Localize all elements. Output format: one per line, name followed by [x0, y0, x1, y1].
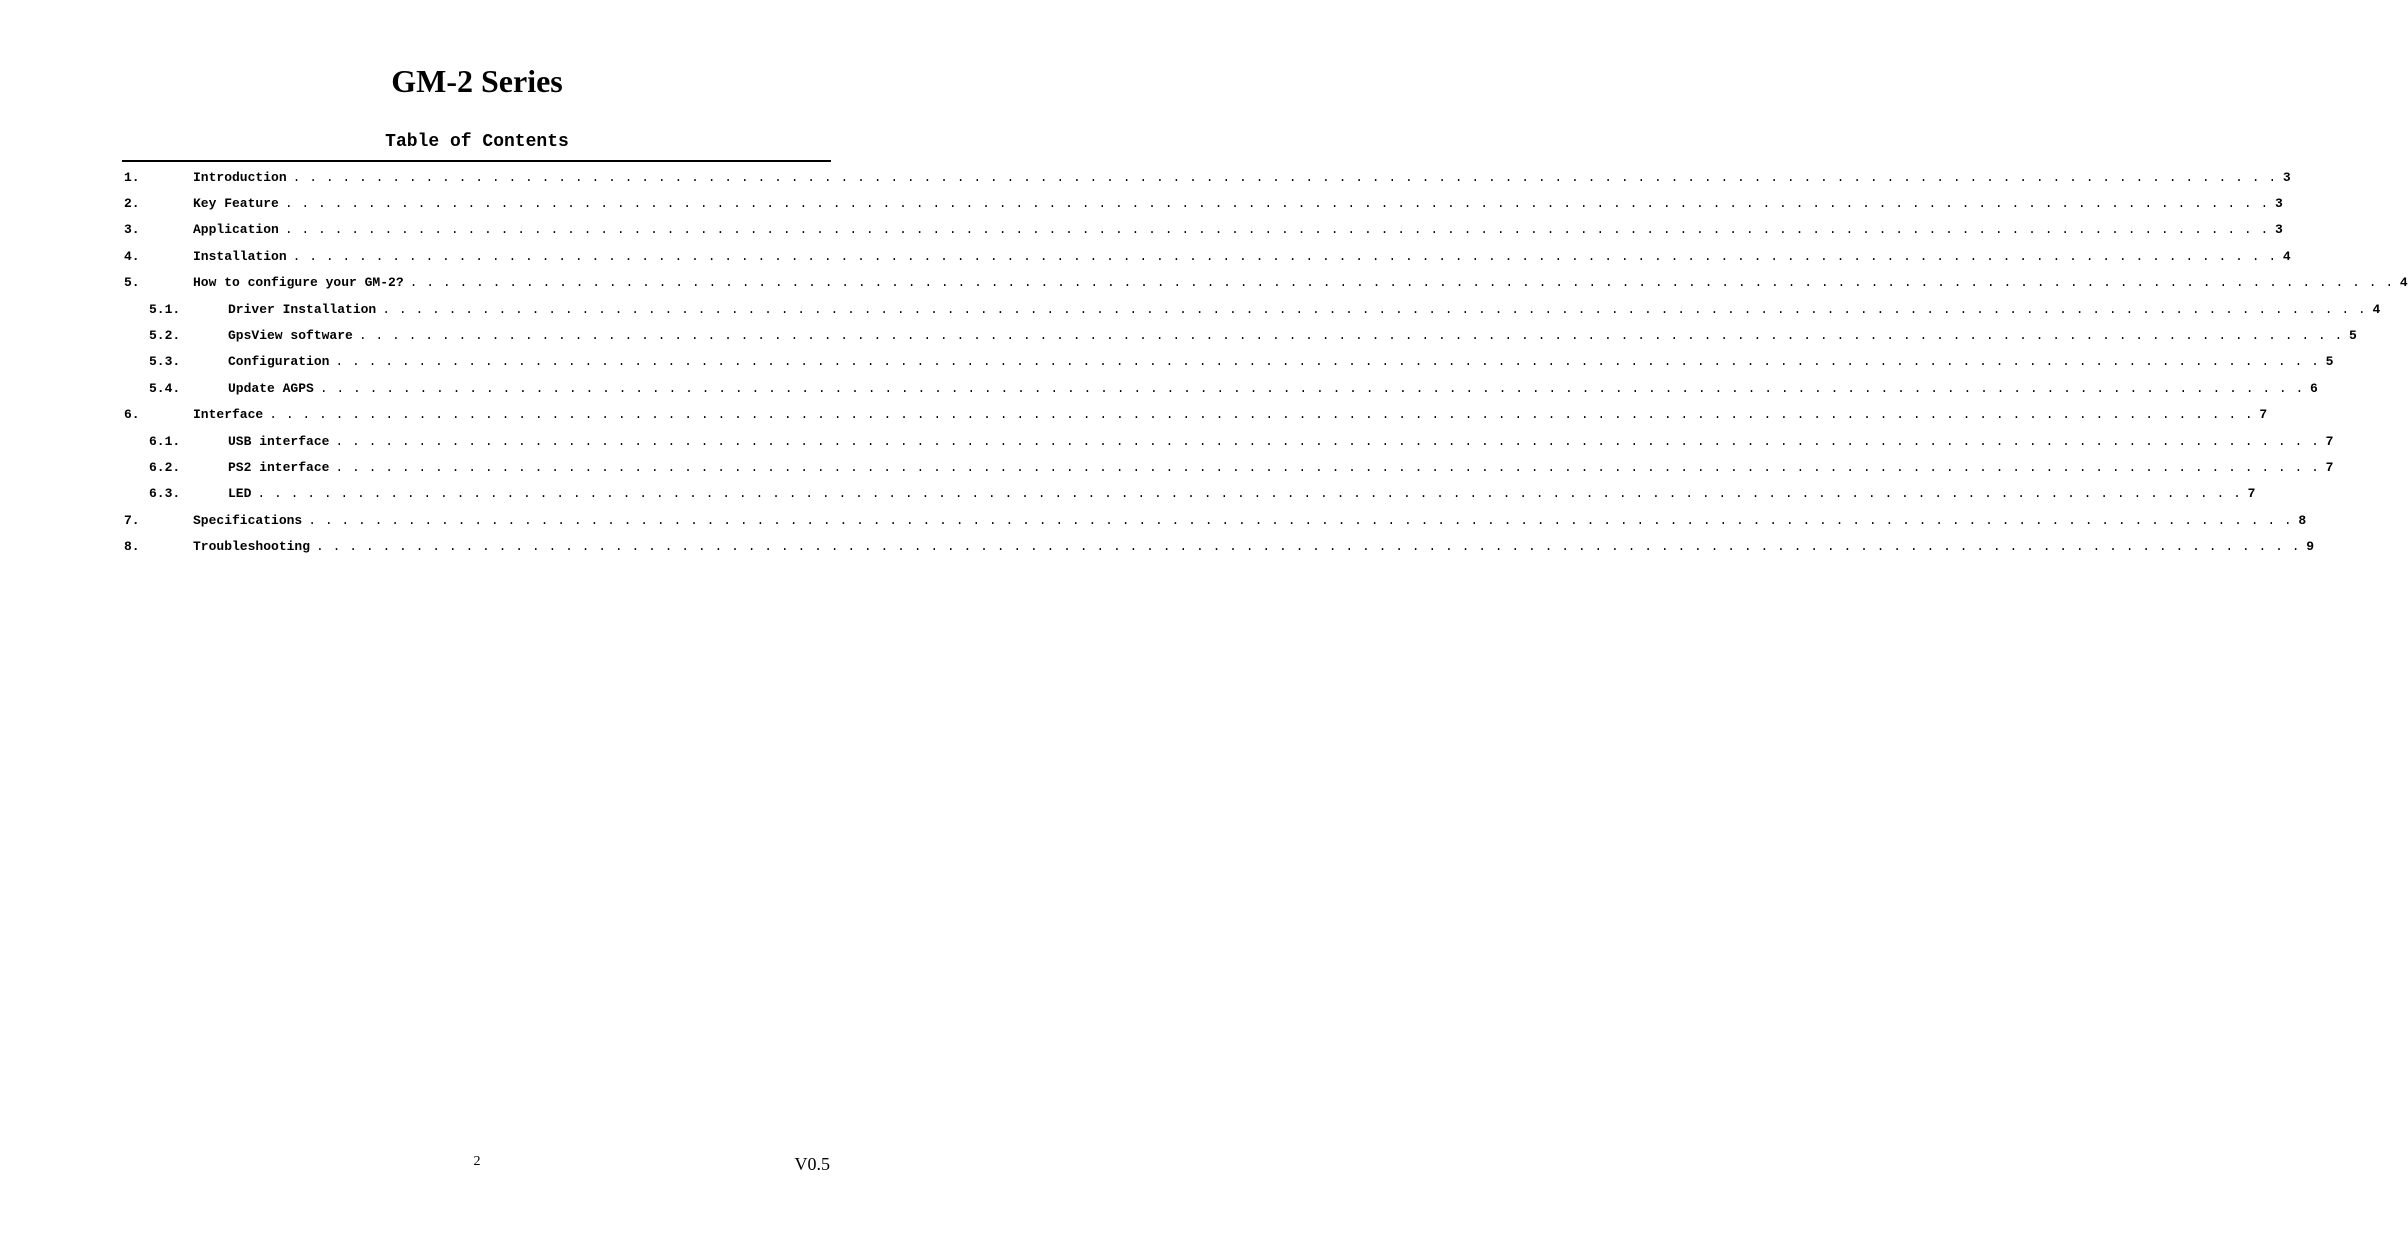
- page-number: 2: [473, 1154, 481, 1169]
- toc-entry-page: 7: [2325, 459, 2334, 475]
- toc-entry-led[interactable]: [122, 481, 2256, 507]
- toc-entry-page: 7: [2247, 486, 2256, 502]
- toc-entry-number: 1.: [124, 169, 140, 185]
- toc-dot-leader: . . . . . . . . . . . . . . . . . . . . . . . . . . . . . . . . . . . . . . . . . . . . . . . . . . . . . . . . . . . . . . . . . . . . . . . . . . . . . . . . . . . . . . . . . . . . . . . . . . . . . . . . . . . . . . . . . . . . . . . .: [335, 354, 2320, 370]
- toc-entry-title: GpsView software: [228, 328, 353, 344]
- toc-entry-page: 3: [2282, 169, 2291, 185]
- toc-entry-page: 7: [2259, 407, 2268, 423]
- toc-entry-title: Interface: [193, 407, 264, 423]
- toc-dot-leader: . . . . . . . . . . . . . . . . . . . . . . . . . . . . . . . . . . . . . . . . . . . . . . . . . . . . . . . . . . . . . . . . . . . . . . . . . . . . . . . . . . . . . . . . . . . . . . . . . . . . . . . . . . . . . . . . . . . . . . . .: [284, 196, 2269, 212]
- toc-entry-page: 4: [2282, 248, 2291, 264]
- toc-entry-application[interactable]: [122, 217, 2283, 243]
- toc-dot-leader: . . . . . . . . . . . . . . . . . . . . . . . . . . . . . . . . . . . . . . . . . . . . . . . . . . . . . . . . . . . . . . . . . . . . . . . . . . . . . . . . . . . . . . . . . . . . . . . . . . . . . . . . . . . . . . . . . . . . . . . .: [308, 512, 2293, 528]
- toc-entry-number: 5.2.: [149, 328, 181, 344]
- toc-entry-page: 4: [2372, 301, 2381, 317]
- toc-entry-title: Configuration: [228, 354, 330, 370]
- toc-entry-update-agps[interactable]: [122, 375, 2318, 401]
- toc-entry-page: 6: [2310, 380, 2318, 396]
- toc-entry-title: Troubleshooting: [193, 539, 311, 555]
- toc-dot-leader: . . . . . . . . . . . . . . . . . . . . . . . . . . . . . . . . . . . . . . . . . . . . . . . . . . . . . . . . . . . . . . . . . . . . . . . . . . . . . . . . . . . . . . . . . . . . . . . . . . . . . . . . . . . . . . . . . . . . . . . .: [257, 486, 2242, 502]
- toc-entry-page: 3: [2275, 196, 2283, 212]
- toc-entry-number: 5.3.: [149, 354, 181, 370]
- toc-entry-number: 6.3.: [149, 486, 181, 502]
- toc-entry-configuration[interactable]: [122, 349, 2334, 375]
- toc-entry-number: 6.1.: [149, 433, 181, 449]
- toc-heading: Table of Contents: [385, 132, 569, 152]
- toc-entry-title: Installation: [193, 248, 287, 264]
- toc-entry-number: 7.: [124, 512, 140, 528]
- toc-entry-number: 5.: [124, 275, 140, 291]
- toc-entry-specifications[interactable]: [122, 507, 2307, 533]
- toc-entry-title: LED: [228, 486, 252, 502]
- toc-entry-page: 4: [2399, 275, 2408, 291]
- toc-entry-number: 8.: [124, 539, 140, 555]
- toc-entry-number: 6.: [124, 407, 140, 423]
- toc-entry-page: 3: [2275, 222, 2283, 238]
- toc-dot-leader: . . . . . . . . . . . . . . . . . . . . . . . . . . . . . . . . . . . . . . . . . . . . . . . . . . . . . . . . . . . . . . . . . . . . . . . . . . . . . . . . . . . . . . . . . . . . . . . . . . . . . . . . . . . . . . . . . . . . . . . .: [292, 169, 2277, 185]
- toc-dot-leader: . . . . . . . . . . . . . . . . . . . . . . . . . . . . . . . . . . . . . . . . . . . . . . . . . . . . . . . . . . . . . . . . . . . . . . . . . . . . . . . . . . . . . . . . . . . . . . . . . . . . . . . . . . . . . . . . . . . . . . . .: [335, 459, 2320, 475]
- toc-dot-leader: . . . . . . . . . . . . . . . . . . . . . . . . . . . . . . . . . . . . . . . . . . . . . . . . . . . . . . . . . . . . . . . . . . . . . . . . . . . . . . . . . . . . . . . . . . . . . . . . . . . . . . . . . . . . . . . . . . . . . . . .: [409, 275, 2394, 291]
- toc-dot-leader: . . . . . . . . . . . . . . . . . . . . . . . . . . . . . . . . . . . . . . . . . . . . . . . . . . . . . . . . . . . . . . . . . . . . . . . . . . . . . . . . . . . . . . . . . . . . . . . . . . . . . . . . . . . . . . . . . . . . . . . .: [335, 433, 2320, 449]
- toc-entry-title: Specifications: [193, 512, 303, 528]
- toc-entry-title: USB interface: [228, 433, 330, 449]
- toc-entry-number: 5.4.: [149, 380, 181, 396]
- toc-entry-ps2-interface[interactable]: [122, 454, 2334, 480]
- toc-entry-introduction[interactable]: [122, 164, 2291, 190]
- toc-entry-title: Driver Installation: [228, 301, 377, 317]
- version-label: V0.5: [794, 1154, 830, 1174]
- toc-entry-title: Introduction: [193, 169, 287, 185]
- toc-dot-leader: . . . . . . . . . . . . . . . . . . . . . . . . . . . . . . . . . . . . . . . . . . . . . . . . . . . . . . . . . . . . . . . . . . . . . . . . . . . . . . . . . . . . . . . . . . . . . . . . . . . . . . . . . . . . . . . . . . . . . . . .: [319, 380, 2304, 396]
- table-of-contents: [122, 164, 2408, 560]
- toc-entry-troubleshooting[interactable]: [122, 533, 2315, 559]
- toc-entry-gpsview-software[interactable]: [122, 322, 2357, 348]
- toc-entry-number: 5.1.: [149, 301, 181, 317]
- toc-entry-title: Key Feature: [193, 196, 279, 212]
- document-title: GM-2 Series: [391, 63, 563, 99]
- toc-entry-number: 4.: [124, 248, 140, 264]
- toc-entry-page: 7: [2325, 433, 2334, 449]
- toc-entry-driver-installation[interactable]: [122, 296, 2381, 322]
- toc-entry-page: 5: [2349, 328, 2357, 344]
- toc-entry-title: How to configure your GM-2?: [193, 275, 404, 291]
- toc-dot-leader: . . . . . . . . . . . . . . . . . . . . . . . . . . . . . . . . . . . . . . . . . . . . . . . . . . . . . . . . . . . . . . . . . . . . . . . . . . . . . . . . . . . . . . . . . . . . . . . . . . . . . . . . . . . . . . . . . . . . . . . .: [358, 328, 2343, 344]
- toc-entry-title: PS2 interface: [228, 459, 330, 475]
- toc-entry-usb-interface[interactable]: [122, 428, 2334, 454]
- toc-entry-page: 9: [2306, 539, 2315, 555]
- toc-entry-page: 5: [2325, 354, 2334, 370]
- toc-dot-leader: . . . . . . . . . . . . . . . . . . . . . . . . . . . . . . . . . . . . . . . . . . . . . . . . . . . . . . . . . . . . . . . . . . . . . . . . . . . . . . . . . . . . . . . . . . . . . . . . . . . . . . . . . . . . . . . . . . . . . . . .: [284, 222, 2269, 238]
- toc-dot-leader: . . . . . . . . . . . . . . . . . . . . . . . . . . . . . . . . . . . . . . . . . . . . . . . . . . . . . . . . . . . . . . . . . . . . . . . . . . . . . . . . . . . . . . . . . . . . . . . . . . . . . . . . . . . . . . . . . . . . . . . .: [292, 248, 2277, 264]
- toc-entry-number: 2.: [124, 196, 140, 212]
- toc-dot-leader: . . . . . . . . . . . . . . . . . . . . . . . . . . . . . . . . . . . . . . . . . . . . . . . . . . . . . . . . . . . . . . . . . . . . . . . . . . . . . . . . . . . . . . . . . . . . . . . . . . . . . . . . . . . . . . . . . . . . . . . .: [382, 301, 2367, 317]
- toc-entry-number: 3.: [124, 222, 140, 238]
- toc-dot-leader: . . . . . . . . . . . . . . . . . . . . . . . . . . . . . . . . . . . . . . . . . . . . . . . . . . . . . . . . . . . . . . . . . . . . . . . . . . . . . . . . . . . . . . . . . . . . . . . . . . . . . . . . . . . . . . . . . . . . . . . .: [269, 407, 2254, 423]
- toc-entry-page: 8: [2298, 512, 2307, 528]
- toc-entry-key-feature[interactable]: [122, 190, 2283, 216]
- toc-entry-number: 6.2.: [149, 459, 181, 475]
- toc-entry-title: Update AGPS: [228, 380, 314, 396]
- toc-entry-interface[interactable]: [122, 402, 2268, 428]
- toc-divider: [122, 160, 831, 162]
- toc-entry-how-to-configure[interactable]: [122, 270, 2408, 296]
- toc-entry-installation[interactable]: [122, 243, 2291, 269]
- toc-dot-leader: . . . . . . . . . . . . . . . . . . . . . . . . . . . . . . . . . . . . . . . . . . . . . . . . . . . . . . . . . . . . . . . . . . . . . . . . . . . . . . . . . . . . . . . . . . . . . . . . . . . . . . . . . . . . . . . . . . . . . . . .: [316, 539, 2301, 555]
- toc-entry-title: Application: [193, 222, 279, 238]
